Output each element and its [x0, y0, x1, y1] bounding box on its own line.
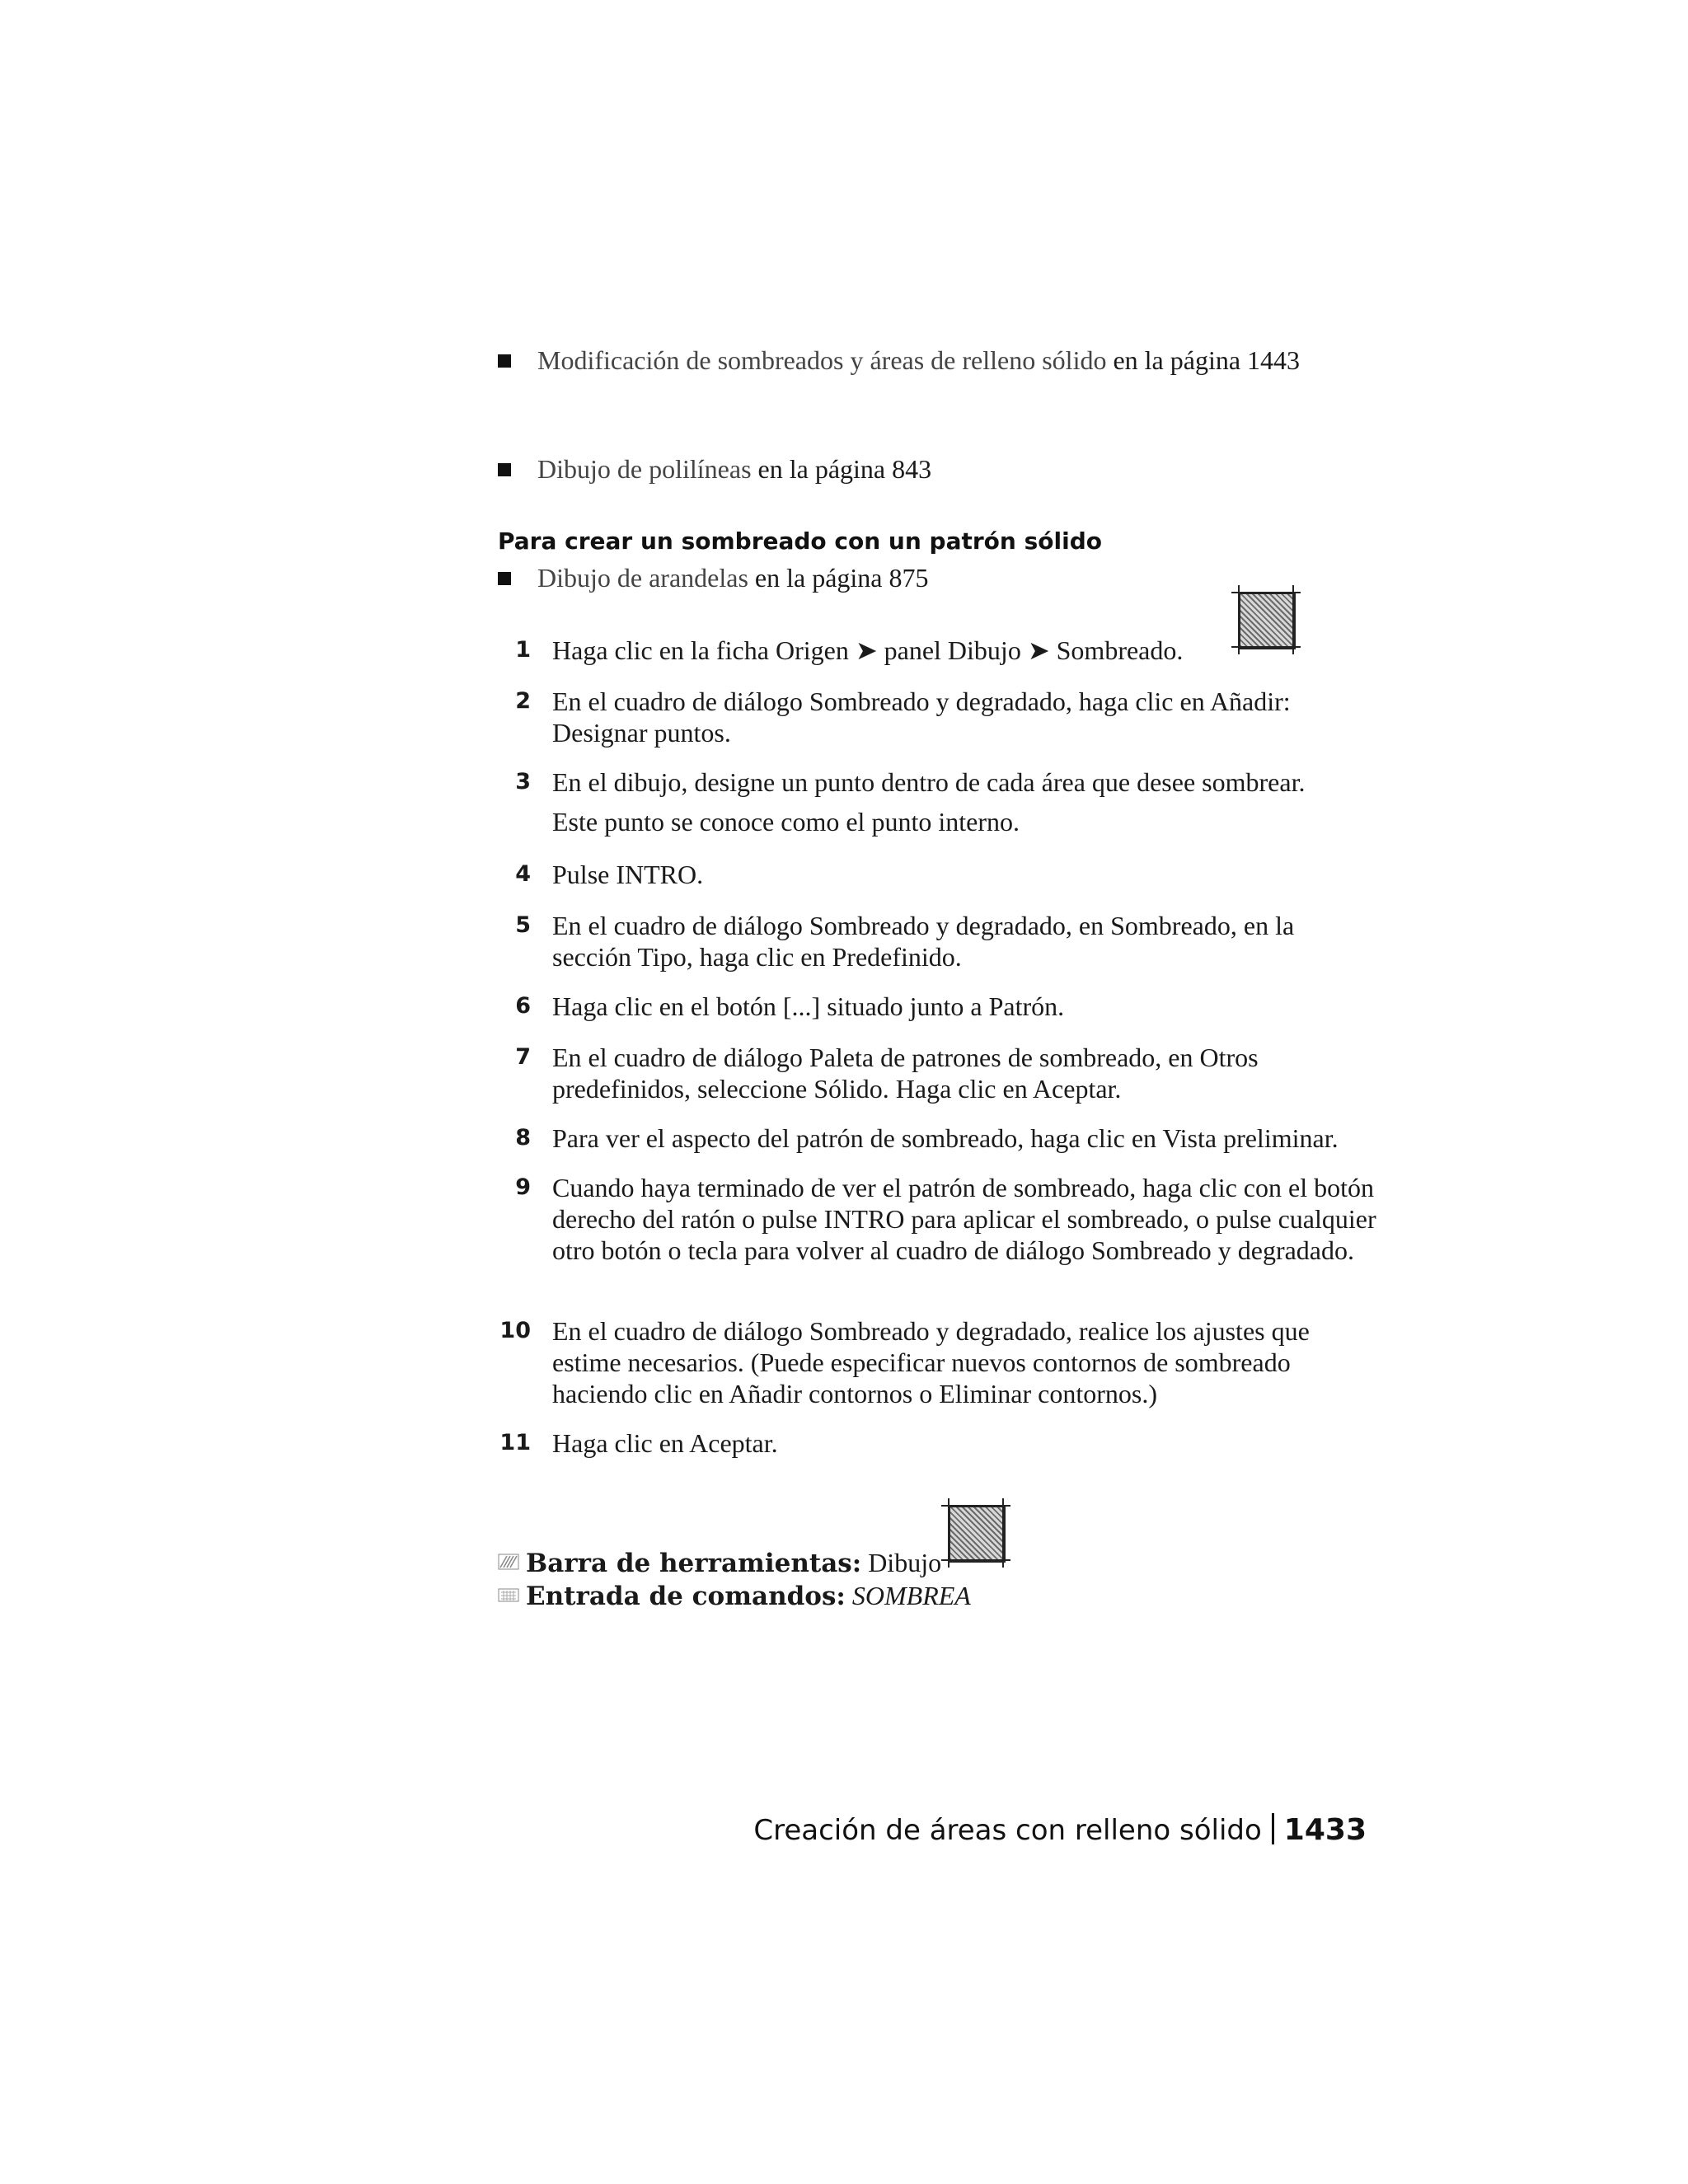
- page-reference: en la página 1443: [1113, 345, 1301, 375]
- procedure-title: Para crear un sombreado con un patrón sólido: [498, 527, 1102, 555]
- page-reference: en la página 875: [754, 563, 929, 593]
- step-text: Pulse INTRO.: [552, 860, 704, 889]
- page-footer: [753, 1813, 1367, 1847]
- toolbar-reference: [498, 1544, 971, 1577]
- step-number: 9: [515, 1174, 531, 1200]
- command-reference: [498, 1577, 971, 1610]
- step-note: Este punto se conoce como el punto interno.: [552, 807, 1020, 837]
- command-value: SOMBREA: [851, 1581, 971, 1610]
- step-text: En el cuadro de diálogo Paleta de patrones de sombreado, en Otros predefinidos, seleccione Sólido. Haga clic en Aceptar.: [552, 1043, 1259, 1104]
- page-number: 1433: [1283, 1813, 1367, 1847]
- step-number: 6: [515, 993, 531, 1019]
- step-number: 3: [515, 769, 531, 794]
- page-reference: en la página 843: [757, 454, 932, 484]
- step-number: 8: [515, 1125, 531, 1151]
- step-number: 5: [515, 912, 531, 938]
- footer-divider: [1272, 1813, 1274, 1844]
- link-modificacion-sombreados[interactable]: Modificación de sombreados y áreas de relleno sólido: [537, 345, 1107, 375]
- step-text: Haga clic en Aceptar.: [552, 1428, 778, 1458]
- step-text: Haga clic en el botón [...] situado junto a Patrón.: [552, 991, 1065, 1021]
- step-number: 7: [515, 1044, 531, 1070]
- step-number: 11: [499, 1430, 531, 1455]
- step-number: 10: [499, 1318, 531, 1343]
- keyboard-icon: [498, 1577, 519, 1594]
- toolbar-label: Barra de herramientas:: [526, 1549, 862, 1578]
- step-text: En el cuadro de diálogo Sombreado y degradado, en Sombreado, en la sección Tipo, haga clic en Predefinido.: [552, 911, 1295, 972]
- step-text: Para ver el aspecto del patrón de sombreado, haga clic en Vista preliminar.: [552, 1123, 1339, 1153]
- access-references: [498, 1544, 971, 1610]
- step-text: Haga clic en la ficha Origen ➤ panel Dibujo ➤ Sombreado.: [552, 635, 1184, 665]
- square-bullet-icon: [498, 354, 511, 368]
- step-text: En el cuadro de diálogo Sombreado y degradado, realice los ajustes que estime necesarios. (Puede especificar nuevos contornos de sombreado haciendo clic en Añadir contornos o Eliminar contornos.): [552, 1316, 1310, 1408]
- link-dibujo-polilineas[interactable]: Dibujo de polilíneas: [537, 454, 752, 484]
- step-number: 4: [515, 861, 531, 887]
- toolbar-value: Dibujo: [868, 1548, 942, 1577]
- square-bullet-icon: [498, 572, 511, 585]
- step-text: En el dibujo, designe un punto dentro de cada área que desee sombrear.: [552, 767, 1306, 797]
- list-item: [498, 448, 1404, 503]
- section-title: Creación de áreas con relleno sólido: [753, 1814, 1262, 1847]
- step-text: En el cuadro de diálogo Sombreado y degradado, haga clic en Añadir: Designar puntos.: [552, 687, 1291, 748]
- command-label: Entrada de comandos:: [526, 1582, 846, 1611]
- square-bullet-icon: [498, 463, 511, 476]
- link-dibujo-arandelas[interactable]: Dibujo de arandelas: [537, 563, 748, 593]
- list-item: [498, 340, 1404, 394]
- step-number: 1: [515, 637, 531, 663]
- step-number: 2: [515, 688, 531, 714]
- step-text: Cuando haya terminado de ver el patrón de sombreado, haga clic con el botón derecho del ratón o pulse INTRO para aplicar el sombreado, o pulse cualquier otro botón o tecla para volver al cuadro de diálogo Sombreado y degradado.: [552, 1173, 1376, 1265]
- toolbar-icon: [498, 1544, 519, 1561]
